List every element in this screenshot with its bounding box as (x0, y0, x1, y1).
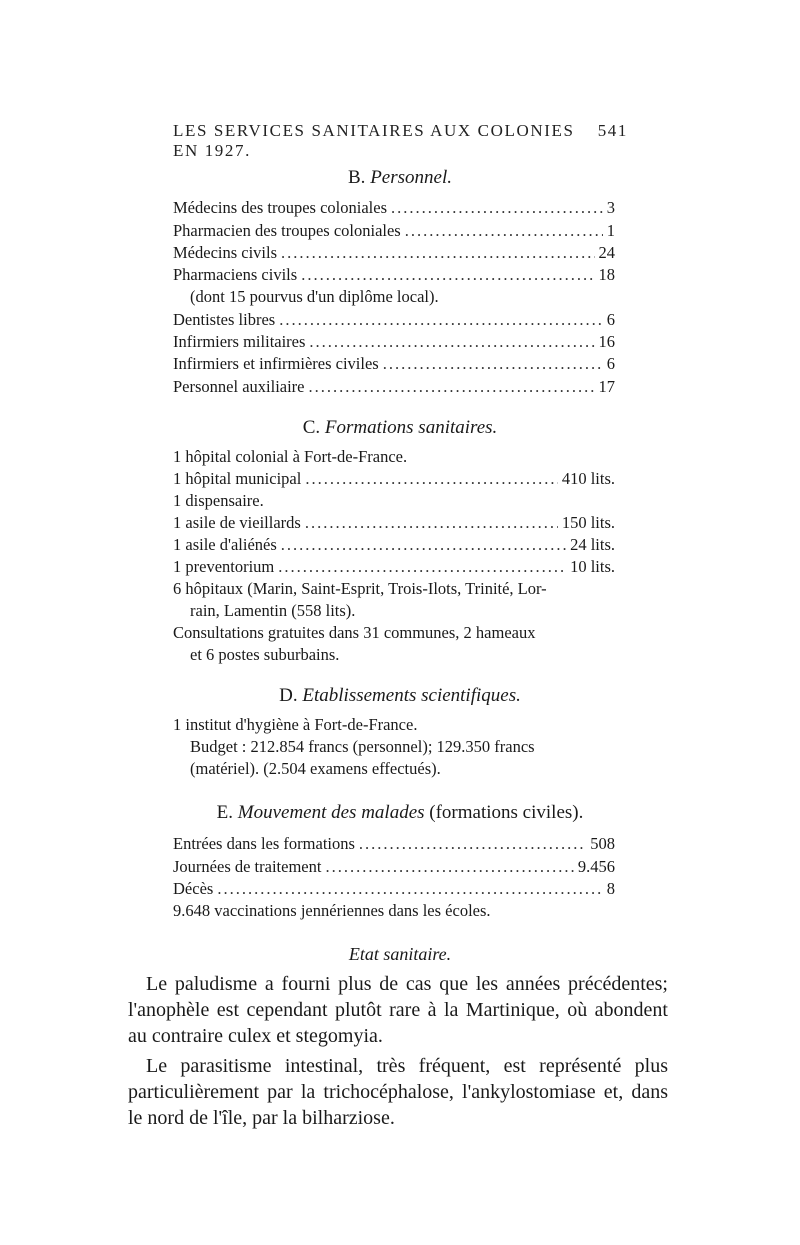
formation-row (173, 468, 615, 490)
row-value: 1 (606, 221, 615, 240)
budget-line-continued: (matériel). (2.504 examens effectués). (190, 759, 441, 778)
row-value: 24 (598, 243, 615, 262)
formation-row (173, 534, 615, 556)
paragraph-parasitisme: Le parasitisme intestinal, très fréquent, est représenté plus particulièrement par la trichocéphalose, l'ankylostomiase et, dans le nord de l'île, par la bilharziose. (128, 1055, 668, 1129)
row-label: Infirmiers militaires (173, 332, 306, 351)
row-value: 8 (606, 879, 615, 898)
mouvement-row (173, 833, 615, 855)
leader-dots (405, 220, 603, 242)
section-c-title: Formations sanitaires. (324, 417, 498, 438)
row-label: Médecins civils (173, 243, 278, 262)
row-value: 9.456 (577, 857, 615, 876)
personnel-row (173, 353, 615, 375)
row-value: 24 lits. (570, 535, 615, 554)
leader-dots (305, 468, 558, 490)
row-label: 1 preventorium (173, 557, 275, 576)
personnel-row (173, 197, 615, 219)
leader-dots (359, 833, 586, 855)
personnel-row (173, 309, 615, 331)
leader-dots (309, 331, 594, 353)
row-label: Dentistes libres (173, 310, 276, 329)
personnel-row (173, 331, 615, 353)
hopitaux-line-continued: rain, Lamentin (558 lits). (190, 601, 356, 620)
mouvement-row (173, 856, 615, 878)
row-label: 1 asile d'aliénés (173, 535, 277, 554)
leader-dots (305, 512, 558, 534)
row-value: 508 (590, 834, 615, 853)
section-e-number: E. (216, 802, 233, 823)
personnel-row (173, 242, 615, 264)
row-value: 3 (606, 198, 615, 217)
row-value: 410 lits. (561, 469, 615, 488)
consultations-line-continued: et 6 postes suburbains. (190, 645, 340, 664)
formation-row (173, 512, 615, 534)
row-label: Entrées dans les formations (173, 834, 355, 853)
etat-sanitaire-heading (0, 942, 800, 966)
row-label: Pharmaciens civils (173, 265, 298, 284)
section-c-number: C. (302, 417, 321, 438)
section-d-title: Etablissements scientifiques. (302, 685, 521, 706)
leader-dots (217, 878, 602, 900)
leader-dots (383, 353, 603, 375)
leader-dots (309, 376, 595, 398)
personnel-row (173, 376, 615, 398)
formation-line: 1 dispensaire. (173, 491, 264, 510)
section-e-title: Mouvement des malades (237, 802, 425, 823)
page-number: 541 (597, 121, 628, 140)
leader-dots (301, 264, 594, 286)
leader-dots (279, 309, 603, 331)
row-value: 150 lits. (561, 513, 615, 532)
leader-dots (281, 242, 594, 264)
row-label: Personnel auxiliaire (173, 377, 305, 396)
row-label: Pharmacien des troupes coloniales (173, 221, 401, 240)
hopitaux-line: 6 hôpitaux (Marin, Saint-Esprit, Trois-Ilots, Trinité, Lor- (173, 579, 547, 598)
row-label: Décès (173, 879, 214, 898)
row-label: Journées de traitement (173, 857, 322, 876)
leader-dots (391, 197, 603, 219)
leader-dots (281, 534, 566, 556)
row-value: 18 (598, 265, 615, 284)
personnel-note: (dont 15 pourvus d'un diplôme local). (190, 287, 439, 306)
section-d-heading (0, 684, 800, 708)
vaccinations-line: 9.648 vaccinations jennériennes dans les écoles. (173, 901, 491, 920)
formation-row (173, 556, 615, 578)
consultations-line: Consultations gratuites dans 31 communes, 2 hameaux (173, 623, 536, 642)
section-d-number: D. (279, 685, 298, 706)
leader-dots (325, 856, 573, 878)
budget-line: Budget : 212.854 francs (personnel); 129.350 francs (190, 737, 535, 756)
leader-dots (278, 556, 566, 578)
running-head (173, 121, 628, 161)
institut-line: 1 institut d'hygiène à Fort-de-France. (173, 715, 418, 734)
personnel-row (173, 220, 615, 242)
section-b-number: B. (348, 167, 366, 188)
section-b-heading (0, 166, 800, 190)
row-label: 1 asile de vieillards (173, 513, 301, 532)
row-value: 6 (606, 310, 615, 329)
row-value: 6 (606, 354, 615, 373)
row-value: 17 (598, 377, 615, 396)
etat-sanitaire-title: Etat sanitaire. (348, 944, 452, 964)
section-c-heading (0, 416, 800, 440)
section-e-heading (0, 801, 800, 825)
section-e-subtitle: (formations civiles). (429, 802, 584, 823)
row-value: 16 (598, 332, 615, 351)
running-head-title: LES SERVICES SANITAIRES AUX COLONIES EN 1927. (173, 121, 575, 160)
personnel-row (173, 264, 615, 286)
paragraph-paludisme: Le paludisme a fourni plus de cas que les années précédentes; l'anophèle est cependant plutôt rare à la Martinique, où abondent au contraire culex et stegomyia. (128, 973, 668, 1047)
row-label: 1 hôpital municipal (173, 469, 302, 488)
section-b-title: Personnel. (370, 167, 452, 188)
row-value: 10 lits. (570, 557, 615, 576)
mouvement-row (173, 878, 615, 900)
row-label: Infirmiers et infirmières civiles (173, 354, 379, 373)
formation-line: 1 hôpital colonial à Fort-de-France. (173, 447, 408, 466)
row-label: Médecins des troupes coloniales (173, 198, 387, 217)
